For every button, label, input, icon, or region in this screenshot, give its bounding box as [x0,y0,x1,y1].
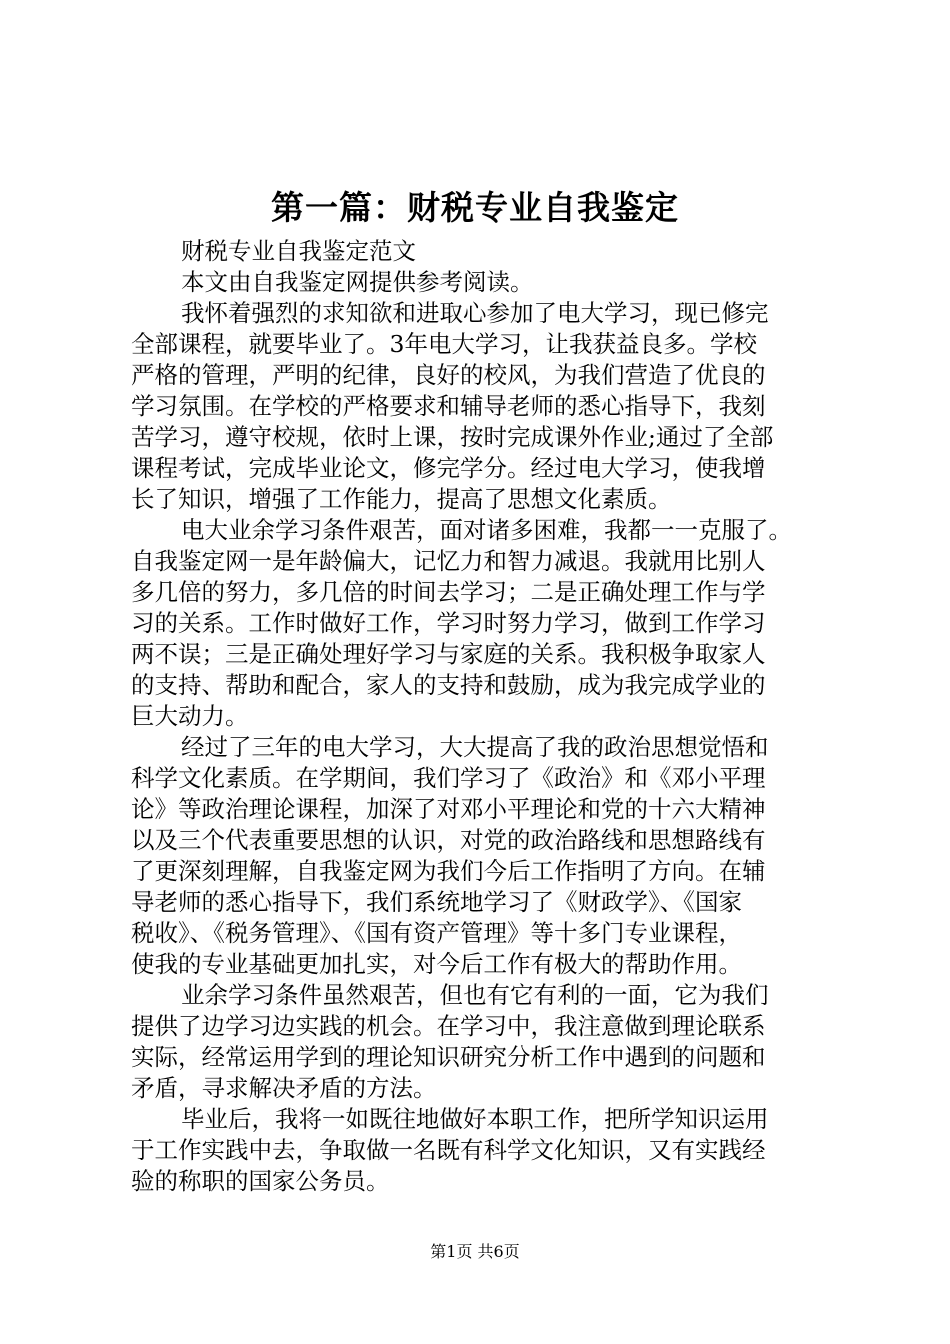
body-line: 自我鉴定网一是年龄偏大，记忆力和智力减退。我就用比别人 [131,547,766,575]
body-line: 以及三个代表重要思想的认识，对党的政治路线和思想路线有 [131,826,766,854]
body-line: 验的称职的国家公务员。 [131,1167,390,1195]
body-line: 巨大动力。 [131,702,249,730]
body-line: 全部课程，就要毕业了。3年电大学习，让我获益良多。学校 [131,330,757,358]
document-body [131,236,831,1197]
body-line: 经过了三年的电大学习，大大提高了我的政治思想觉悟和 [181,733,769,761]
body-line: 的支持、帮助和配合，家人的支持和鼓励，成为我完成学业的 [131,671,766,699]
body-line: 严格的管理，严明的纪律，良好的校风，为我们营造了优良的 [131,361,766,389]
document-title: 第一篇：财税专业自我鉴定 [271,188,679,227]
body-line: 毕业后，我将一如既往地做好本职工作，把所学知识运用 [181,1105,769,1133]
body-line: 课程考试，完成毕业论文，修完学分。经过电大学习，使我增 [131,454,766,482]
body-line: 业余学习条件虽然艰苦，但也有它有利的一面，它为我们 [181,981,769,1009]
body-line: 财税专业自我鉴定范文 [181,237,416,265]
body-line: 长了知识，增强了工作能力，提高了思想文化素质。 [131,485,672,513]
body-line: 于工作实践中去，争取做一名既有科学文化知识，又有实践经 [131,1136,766,1164]
body-line: 科学文化素质。在学期间，我们学习了《政治》和《邓小平理 [131,764,766,792]
page-footer: 第1页 共6页 [430,1242,520,1261]
body-line: 实际，经常运用学到的理论知识研究分析工作中遇到的问题和 [131,1043,766,1071]
body-line: 多几倍的努力，多几倍的时间去学习；二是正确处理工作与学 [131,578,766,606]
body-line: 导老师的悉心指导下，我们系统地学习了《财政学》、《国家 [131,888,742,916]
body-line: 我怀着强烈的求知欲和进取心参加了电大学习，现已修完 [181,299,769,327]
body-line: 矛盾，寻求解决矛盾的方法。 [131,1074,437,1102]
body-line: 电大业余学习条件艰苦，面对诸多困难，我都一一克服了。 [181,516,792,544]
body-line: 了更深刻理解，自我鉴定网为我们今后工作指明了方向。在辅 [131,857,766,885]
body-line: 税收》、《税务管理》、《国有资产管理》等十多门专业课程， [131,919,742,947]
body-line: 论》等政治理论课程，加深了对邓小平理论和党的十六大精神 [131,795,766,823]
body-line: 提供了边学习边实践的机会。在学习中，我注意做到理论联系 [131,1012,766,1040]
body-line: 两不误；三是正确处理好学习与家庭的关系。我积极争取家人 [131,640,766,668]
body-line: 使我的专业基础更加扎实，对今后工作有极大的帮助作用。 [131,950,742,978]
body-line: 习的关系。工作时做好工作，学习时努力学习，做到工作学习 [131,609,766,637]
body-line: 本文由自我鉴定网提供参考阅读。 [181,268,534,296]
body-line: 苦学习，遵守校规，依时上课，按时完成课外作业;通过了全部 [131,423,774,451]
body-line: 学习氛围。在学校的严格要求和辅导老师的悉心指导下，我刻 [131,392,766,420]
